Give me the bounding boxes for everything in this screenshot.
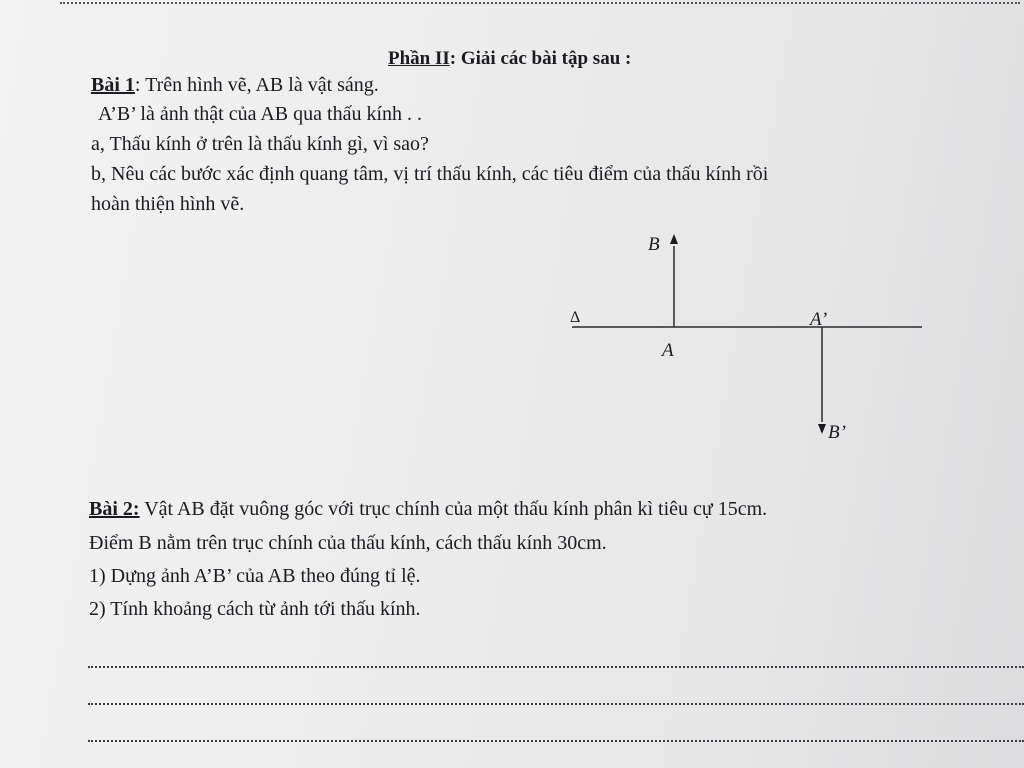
label-a: A bbox=[662, 340, 674, 361]
image-arrowhead bbox=[818, 424, 826, 434]
bai1-line1-text: : Trên hình vẽ, AB là vật sáng. bbox=[134, 74, 379, 96]
label-a-prime: A’ bbox=[810, 309, 828, 330]
object-arrowhead bbox=[670, 234, 678, 244]
label-b: B bbox=[648, 234, 660, 255]
bai1-line1 bbox=[91, 74, 379, 97]
bai2-line1-text: Vật AB đặt vuông góc với trục chính của một thấu kính phân kì tiêu cự 15cm. bbox=[139, 498, 768, 520]
top-dotted-line bbox=[60, 2, 1020, 4]
bai1-line3: a, Thấu kính ở trên là thấu kính gì, vì sao? bbox=[91, 133, 429, 155]
bai2-line3: 1) Dựng ảnh A’B’ của AB theo đúng tỉ lệ. bbox=[89, 565, 421, 587]
bai1-line4: b, Nêu các bước xác định quang tâm, vị trí thấu kính, các tiêu điểm của thấu kính rồi bbox=[91, 163, 769, 185]
answer-line-3 bbox=[88, 740, 1024, 742]
bai2-line4: 2) Tính khoảng cách từ ảnh tới thấu kính. bbox=[89, 598, 421, 620]
optics-diagram bbox=[560, 222, 930, 452]
bai1-line2: A’B’ là ảnh thật của AB qua thấu kính . . bbox=[98, 103, 423, 125]
label-b-prime: B’ bbox=[828, 422, 846, 443]
bai1-label: Bài 1 bbox=[91, 74, 135, 96]
answer-line-2 bbox=[88, 703, 1024, 705]
section-title bbox=[388, 48, 631, 70]
answer-line-1 bbox=[88, 666, 1024, 668]
bai2-line1 bbox=[89, 498, 767, 521]
axis-label: Δ bbox=[570, 309, 581, 326]
bai2-label: Bài 2: bbox=[89, 498, 140, 520]
bai1-line5: hoàn thiện hình vẽ. bbox=[91, 193, 245, 215]
bai2-line2: Điểm B nằm trên trục chính của thấu kính, cách thấu kính 30cm. bbox=[89, 532, 607, 554]
section-title-rest: : Giải các bài tập sau : bbox=[449, 48, 632, 69]
section-title-prefix: Phần II bbox=[388, 48, 450, 69]
